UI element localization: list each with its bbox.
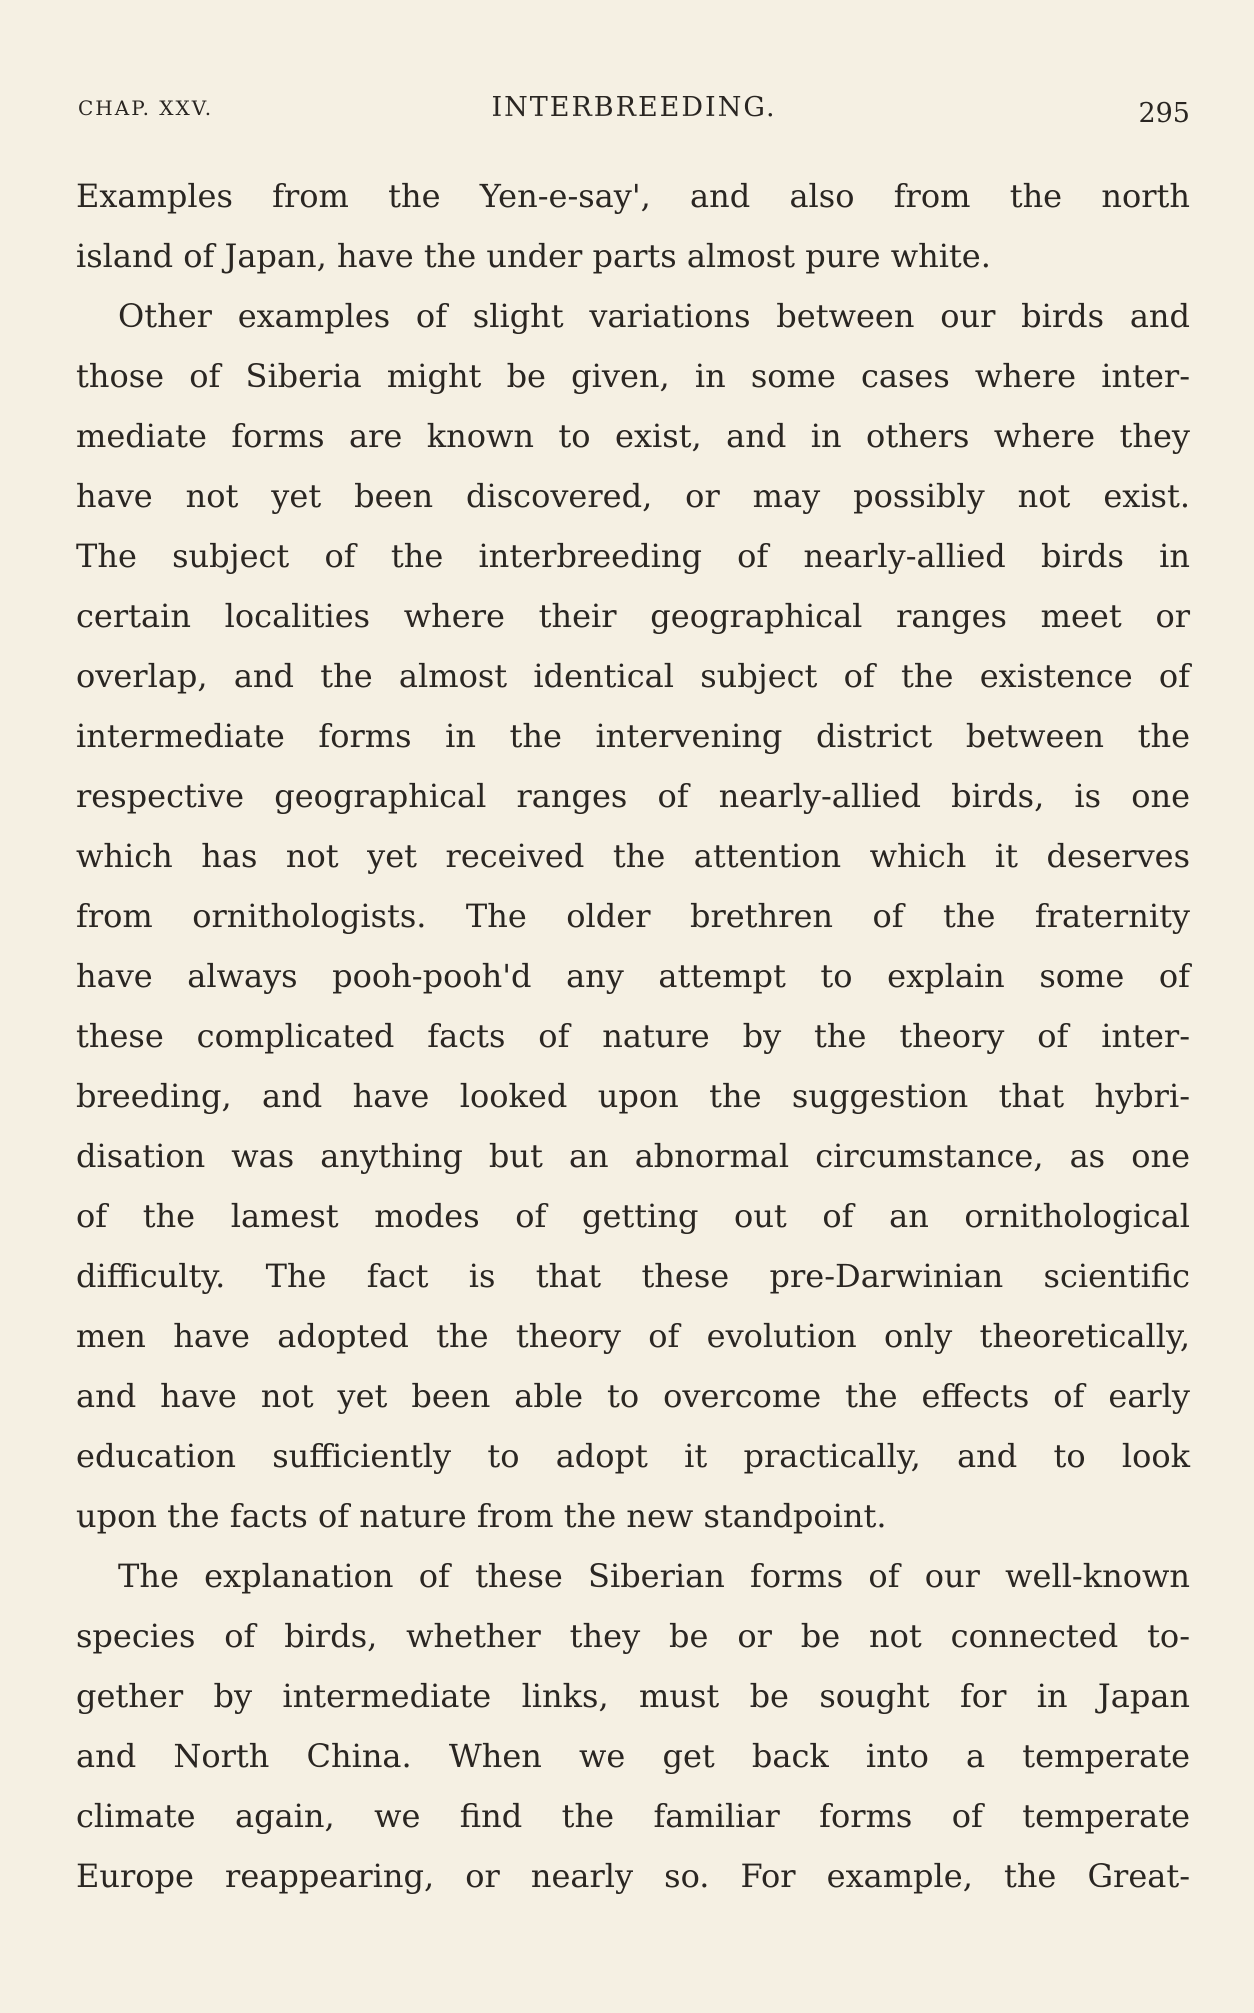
text-line: Examples from the Yen-e-say', and also from the north [76,177,1190,215]
text-line: men have adopted the theory of evolution only theoretically, [76,1317,1190,1355]
text-line: certain localities where their geographical ranges meet or [76,597,1190,635]
text-line: mediate forms are known to exist, and in others where they [76,417,1190,455]
text-line: gether by intermediate links, must be sought for in Japan [76,1677,1190,1715]
text-line: The explanation of these Siberian forms of our well-known [118,1557,1190,1595]
running-title: INTERBREEDING. [491,92,777,123]
text-line: Other examples of slight variations between our birds and [118,297,1190,335]
text-line: which has not yet received the attention which it deserves [76,837,1190,875]
text-line: have always pooh-pooh'd any attempt to explain some of [76,957,1190,995]
text-line: island of Japan, have the under parts almost pure white. [76,237,991,275]
text-line: intermediate forms in the intervening district between the [76,717,1190,755]
text-line: climate again, we find the familiar forms of temperate [76,1797,1190,1835]
text-line: respective geographical ranges of nearly-allied birds, is one [76,777,1190,815]
text-line: and North China. When we get back into a temperate [76,1737,1190,1775]
text-line: and have not yet been able to overcome the effects of early [76,1377,1190,1415]
text-line: overlap, and the almost identical subject of the existence of [76,657,1190,695]
page-number: 295 [1138,98,1190,129]
text-line: upon the facts of nature from the new standpoint. [76,1497,887,1535]
text-line: from ornithologists. The older brethren of the fraternity [76,897,1190,935]
text-line: those of Siberia might be given, in some cases where inter- [76,357,1190,395]
text-line: education sufficiently to adopt it practically, and to look [76,1437,1190,1475]
text-line: these complicated facts of nature by the theory of inter- [76,1017,1190,1055]
text-line: difficulty. The fact is that these pre-Darwinian scientific [76,1257,1190,1295]
chapter-label: CHAP. XXV. [78,96,214,120]
text-line: Europe reappearing, or nearly so. For example, the Great- [76,1857,1190,1895]
body-text [76,166,1190,1906]
text-line: breeding, and have looked upon the suggestion that hybri- [76,1077,1190,1115]
text-line: have not yet been discovered, or may possibly not exist. [76,477,1190,515]
text-line: of the lamest modes of getting out of an ornithological [76,1197,1190,1235]
text-line: disation was anything but an abnormal circumstance, as one [76,1137,1190,1175]
text-line: The subject of the interbreeding of nearly-allied birds in [76,537,1190,575]
running-header [78,92,1190,132]
text-line: species of birds, whether they be or be not connected to- [76,1617,1190,1655]
